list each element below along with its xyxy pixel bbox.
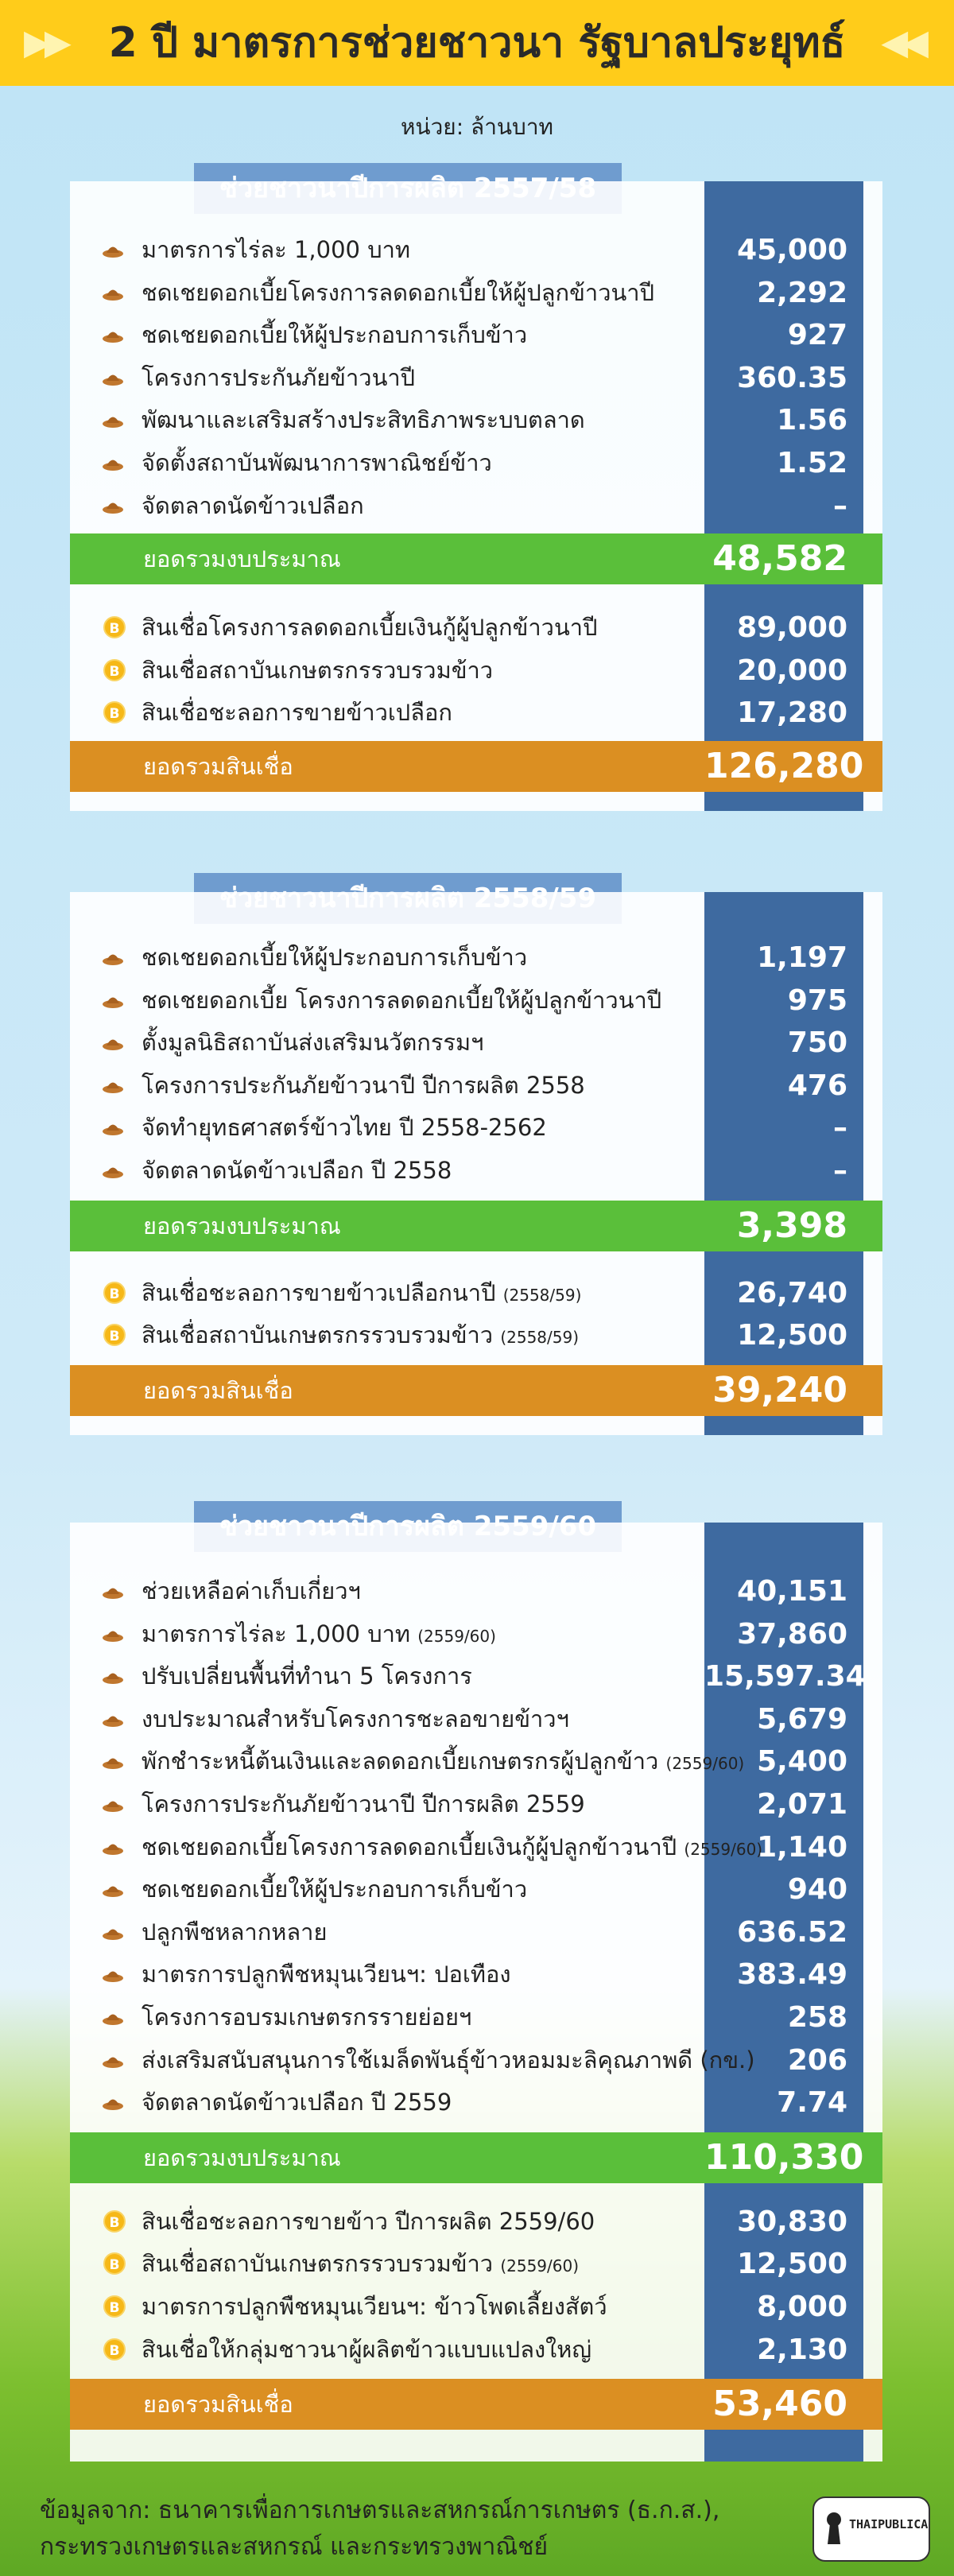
total-label: ยอดรวมงบประมาณ <box>143 2143 341 2171</box>
budget-item-row <box>70 1698 882 1740</box>
budget-item-row <box>70 1783 882 1825</box>
item-value: 17,280 <box>737 696 847 730</box>
baht-coin-icon: B <box>103 1324 126 1346</box>
rice-hat-icon <box>102 1879 124 1899</box>
item-label-text: สินเชื่อโครงการลดดอกเบี้ยเงินกู้ผู้ปลูกข้าวนาปี <box>142 614 598 642</box>
item-label <box>142 650 698 692</box>
item-value: 30,830 <box>737 2205 847 2238</box>
thaipublica-logo <box>812 2496 930 2562</box>
item-label-text: จัดตั้งสถาบันพัฒนาการพาณิชย์ข้าว <box>142 449 492 476</box>
item-label <box>142 2243 698 2287</box>
item-label <box>142 607 698 649</box>
baht-coin-icon: B <box>103 2295 126 2318</box>
item-label <box>142 1953 698 1996</box>
item-label-text: มาตรการไร่ละ 1,000 บาท <box>142 236 411 263</box>
item-label <box>142 2329 698 2371</box>
item-value: 383.49 <box>737 1958 847 1992</box>
item-value: 40,151 <box>737 1575 847 1608</box>
budget-item-row <box>70 1570 882 1612</box>
item-value: – <box>833 1111 847 1145</box>
item-value: 927 <box>787 319 847 352</box>
budget-item-row <box>70 1953 882 1996</box>
total-label: ยอดรวมสินเชื่อ <box>143 2391 293 2419</box>
item-label <box>142 485 698 527</box>
item-label-text: ชดเชยดอกเบี้ย โครงการลดดอกเบี้ยให้ผู้ปลูกข้าวนาปี <box>142 986 662 1014</box>
item-value: 476 <box>787 1069 847 1102</box>
item-label-text: ชดเชยดอกเบี้ยให้ผู้ประกอบการเก็บข้าว <box>142 944 528 971</box>
item-label-text: จัดตลาดนัดข้าวเปลือก ปี 2559 <box>142 2089 452 2116</box>
budget-item-row <box>70 1150 882 1192</box>
total-value: 39,240 <box>712 1369 847 1410</box>
rice-hat-icon <box>102 2092 124 2112</box>
item-label <box>142 229 698 271</box>
item-label <box>142 399 698 441</box>
source-line-2: กระทรวงเกษตรและสหกรณ์ และกระทรวงพาณิชย์ <box>40 2533 549 2561</box>
baht-coin-icon: B <box>103 1282 126 1304</box>
total-value: 53,460 <box>712 2384 847 2425</box>
rice-hat-icon <box>102 1160 124 1181</box>
item-label-text: ส่งเสริมสนับสนุนการใช้เมล็ดพันธุ์ข้าวหอมมะลิคุณภาพดี (กข.) <box>142 2046 755 2074</box>
item-value: 8,000 <box>757 2291 847 2323</box>
budget-item-row <box>70 2081 882 2124</box>
rice-hat-icon <box>102 324 124 345</box>
item-label <box>142 1150 698 1192</box>
item-label <box>142 1107 698 1149</box>
item-label-text: ช่วยเหลือค่าเก็บเกี่ยวฯ <box>142 1577 361 1604</box>
item-label-text: โครงการประกันภัยข้าวนาปี ปีการผลิต 2558 <box>142 1071 585 1099</box>
baht-coin-icon: B <box>103 2210 126 2233</box>
keyhole-icon <box>825 2511 843 2546</box>
item-value: 940 <box>787 1873 847 1907</box>
item-label <box>142 2081 698 2124</box>
item-label-text: จัดตลาดนัดข้าวเปลือก <box>142 491 364 519</box>
baht-coin-icon: B <box>103 659 126 681</box>
item-label <box>142 272 698 314</box>
total-value: 3,398 <box>736 1205 847 1246</box>
item-label <box>142 1570 698 1612</box>
budget-item-row <box>70 1996 882 2039</box>
total-value: 48,582 <box>712 538 847 580</box>
baht-coin-icon: B <box>103 2252 126 2275</box>
credit-item-row <box>70 692 882 734</box>
baht-coin-icon: B <box>103 2338 126 2361</box>
item-label <box>142 937 698 979</box>
item-label-text: สินเชื่อสถาบันเกษตรกรรวบรวมข้าว <box>142 656 494 684</box>
rice-hat-icon <box>102 990 124 1011</box>
credit-item-row <box>70 650 882 692</box>
item-value: 7.74 <box>777 2086 847 2120</box>
item-value: 89,000 <box>737 611 847 645</box>
item-label <box>142 2201 698 2243</box>
rice-hat-icon <box>102 1922 124 1942</box>
item-label-note: (2559/60) <box>665 1754 745 1774</box>
item-value: 206 <box>787 2043 847 2077</box>
rice-hat-icon <box>102 1794 124 1814</box>
total-value: 126,280 <box>704 746 864 786</box>
item-label <box>142 1826 763 1871</box>
item-label-text: มาตรการไร่ละ 1,000 บาท <box>142 1620 411 1647</box>
item-value: 1.56 <box>777 404 847 437</box>
rice-hat-icon <box>102 409 124 430</box>
item-value: 1,140 <box>757 1830 847 1864</box>
rice-hat-icon <box>102 1666 124 1686</box>
credit-total-bar <box>70 2379 882 2430</box>
item-label <box>142 1022 698 1064</box>
item-label-text: ปลูกพืชหลากหลาย <box>142 1918 328 1946</box>
budget-item-row <box>70 485 882 527</box>
item-value: 26,740 <box>737 1276 847 1309</box>
total-label: ยอดรวมงบประมาณ <box>143 1212 341 1240</box>
item-label-text: ชดเชยดอกเบี้ยโครงการลดดอกเบี้ยเงินกู้ผู้ปลูกข้าวนาปี <box>142 1833 677 1860</box>
item-label-text: สินเชื่อชะลอการขายข้าวเปลือกนาปี <box>142 1278 496 1306</box>
item-label-note: (2559/60) <box>684 1839 763 1859</box>
item-label <box>142 1996 698 2039</box>
item-label-note: (2559/60) <box>500 2256 580 2276</box>
item-value: 5,679 <box>757 1702 847 1736</box>
rice-hat-icon <box>102 239 124 260</box>
budget-item-row <box>70 980 882 1022</box>
budget-item-row <box>70 1022 882 1064</box>
item-value: – <box>833 489 847 522</box>
item-label <box>142 1868 698 1911</box>
item-label-note: (2558/59) <box>500 1328 580 1348</box>
item-value: 1,197 <box>757 941 847 974</box>
item-value: 5,400 <box>757 1745 847 1779</box>
budget-item-row <box>70 1613 882 1655</box>
item-label <box>142 1783 698 1825</box>
header-bar <box>0 0 954 86</box>
rice-hat-icon <box>102 2050 124 2070</box>
section-panel <box>70 892 882 1435</box>
budget-total-bar <box>70 533 882 584</box>
item-value: 636.52 <box>737 1915 847 1949</box>
source-line-1: ข้อมูลจาก: ธนาคารเพื่อการเกษตรและสหกรณ์การเกษตร (ธ.ก.ส.), <box>40 2496 720 2524</box>
item-label <box>142 442 698 484</box>
item-value: 2,292 <box>757 276 847 309</box>
budget-item-row <box>70 2039 882 2081</box>
item-value: 2,130 <box>757 2333 847 2366</box>
baht-coin-icon: B <box>103 616 126 638</box>
item-label-text: สินเชื่อชะลอการขายข้าว ปีการผลิต 2559/60 <box>142 2207 595 2235</box>
budget-item-row <box>70 1740 882 1783</box>
rice-hat-icon <box>102 1075 124 1096</box>
budget-item-row <box>70 272 882 314</box>
credit-item-row <box>70 1272 882 1314</box>
chevron-left-icon: ◀◀ <box>881 22 922 63</box>
item-value: 258 <box>787 2001 847 2034</box>
item-label-text: ตั้งมูลนิธิสถาบันส่งเสริมนวัตกรรมฯ <box>142 1029 484 1057</box>
rice-hat-icon <box>102 452 124 473</box>
item-value: 1.52 <box>777 447 847 479</box>
item-label <box>142 1314 698 1359</box>
item-value: 750 <box>787 1026 847 1060</box>
budget-item-row <box>70 937 882 979</box>
budget-total-bar <box>70 2132 882 2183</box>
item-label <box>142 357 698 399</box>
item-label-text: สินเชื่อสถาบันเกษตรกรรวบรวมข้าว <box>142 1321 494 1349</box>
total-label: ยอดรวมสินเชื่อ <box>143 753 293 780</box>
total-value: 110,330 <box>704 2136 864 2178</box>
budget-item-row <box>70 1065 882 1107</box>
item-label <box>142 692 698 734</box>
item-value: 15,597.34 <box>704 1660 866 1693</box>
rice-hat-icon <box>102 1709 124 1729</box>
credit-item-row <box>70 2286 882 2328</box>
budget-item-row <box>70 314 882 356</box>
item-value: 45,000 <box>737 234 847 266</box>
item-label-text: จัดตลาดนัดข้าวเปลือก ปี 2558 <box>142 1157 452 1184</box>
item-label-text: สินเชื่อให้กลุ่มชาวนาผู้ผลิตข้าวแบบแปลงใหญ่ <box>142 2335 592 2363</box>
total-label: ยอดรวมงบประมาณ <box>143 545 341 573</box>
credit-item-row <box>70 2243 882 2285</box>
item-label <box>142 2039 755 2081</box>
item-label-text: สินเชื่อชะลอการขายข้าวเปลือก <box>142 699 452 727</box>
rice-hat-icon <box>102 1032 124 1053</box>
item-label <box>142 1911 698 1953</box>
page-title: 2 ปี มาตรการช่วยชาวนา รัฐบาลประยุทธ์ <box>108 19 846 67</box>
item-label-text: ชดเชยดอกเบี้ยให้ผู้ประกอบการเก็บข้าว <box>142 321 528 349</box>
source-note <box>40 2493 719 2566</box>
rice-hat-icon <box>102 947 124 968</box>
rice-hat-icon <box>102 282 124 303</box>
unit-label: หน่วย: ล้านบาท <box>400 114 554 140</box>
budget-item-row <box>70 399 882 441</box>
item-value: 975 <box>787 983 847 1017</box>
item-value: 12,500 <box>737 1319 847 1352</box>
budget-total-bar <box>70 1201 882 1251</box>
item-label-text: ปรับเปลี่ยนพื้นที่ทำนา 5 โครงการ <box>142 1662 472 1690</box>
item-label-text: มาตรการปลูกพืชหมุนเวียนฯ: ข้าวโพดเลี้ยงสัตว์ <box>142 2293 607 2320</box>
item-value: 360.35 <box>737 361 847 394</box>
credit-item-row <box>70 2329 882 2371</box>
budget-item-row <box>70 1826 882 1868</box>
rice-hat-icon <box>102 1581 124 1601</box>
item-label-text: โครงการอบรมเกษตรกรรายย่อยฯ <box>142 2004 472 2031</box>
item-label-text: ชดเชยดอกเบี้ยให้ผู้ประกอบการเก็บข้าว <box>142 1876 528 1903</box>
item-value: 20,000 <box>737 654 847 687</box>
budget-item-row <box>70 357 882 399</box>
logo-text: THAIPUBLICA <box>849 2517 929 2531</box>
total-label: ยอดรวมสินเชื่อ <box>143 1376 293 1404</box>
item-label-text: พักชำระหนี้ต้นเงินและลดดอกเบี้ยเกษตรกรผู้ปลูกข้าว <box>142 1748 659 1775</box>
item-label-note: (2558/59) <box>502 1285 582 1305</box>
item-value: – <box>833 1154 847 1187</box>
item-label-note: (2559/60) <box>417 1626 496 1646</box>
item-label <box>142 1613 698 1658</box>
item-label <box>142 980 698 1022</box>
rice-hat-icon <box>102 1624 124 1644</box>
budget-item-row <box>70 229 882 271</box>
credit-item-row <box>70 1314 882 1356</box>
budget-item-row <box>70 1655 882 1697</box>
rice-hat-icon <box>102 1751 124 1771</box>
budget-item-row <box>70 442 882 484</box>
item-label-text: ชดเชยดอกเบี้ยโครงการลดดอกเบี้ยให้ผู้ปลูกข้าวนาปี <box>142 278 654 306</box>
rice-hat-icon <box>102 1964 124 1984</box>
rice-hat-icon <box>102 1837 124 1857</box>
section-panel <box>70 1523 882 2462</box>
item-value: 37,860 <box>737 1617 847 1651</box>
budget-item-row <box>70 1868 882 1911</box>
item-label-text: พัฒนาและเสริมสร้างประสิทธิภาพระบบตลาด <box>142 406 585 434</box>
item-label <box>142 1740 745 1785</box>
item-label <box>142 1272 698 1317</box>
budget-item-row <box>70 1107 882 1149</box>
item-label <box>142 1655 698 1697</box>
item-value: 2,071 <box>757 1788 847 1821</box>
budget-item-row <box>70 1911 882 1953</box>
rice-hat-icon <box>102 1117 124 1138</box>
section-panel <box>70 181 882 811</box>
chevron-right-icon: ▶▶ <box>24 22 65 63</box>
item-label <box>142 2286 698 2328</box>
rice-hat-icon <box>102 2007 124 2027</box>
item-label-text: โครงการประกันภัยข้าวนาปี <box>142 363 416 391</box>
credit-total-bar <box>70 741 882 792</box>
item-label-text: งบประมาณสำหรับโครงการชะลอขายข้าวฯ <box>142 1705 569 1732</box>
item-label <box>142 314 698 356</box>
item-label-text: สินเชื่อสถาบันเกษตรกรรวบรวมข้าว <box>142 2250 494 2278</box>
rice-hat-icon <box>102 495 124 516</box>
item-label-text: โครงการประกันภัยข้าวนาปี ปีการผลิต 2559 <box>142 1790 585 1818</box>
item-label-text: จัดทำยุทธศาสตร์ข้าวไทย ปี 2558-2562 <box>142 1114 547 1142</box>
item-label <box>142 1065 698 1107</box>
item-label-text: มาตรการปลูกพืชหมุนเวียนฯ: ปอเทือง <box>142 1961 511 1988</box>
credit-item-row <box>70 2201 882 2243</box>
baht-coin-icon: B <box>103 701 126 724</box>
item-label <box>142 1698 698 1740</box>
credit-total-bar <box>70 1365 882 1416</box>
credit-item-row <box>70 607 882 649</box>
item-value: 12,500 <box>737 2248 847 2281</box>
rice-hat-icon <box>102 367 124 388</box>
